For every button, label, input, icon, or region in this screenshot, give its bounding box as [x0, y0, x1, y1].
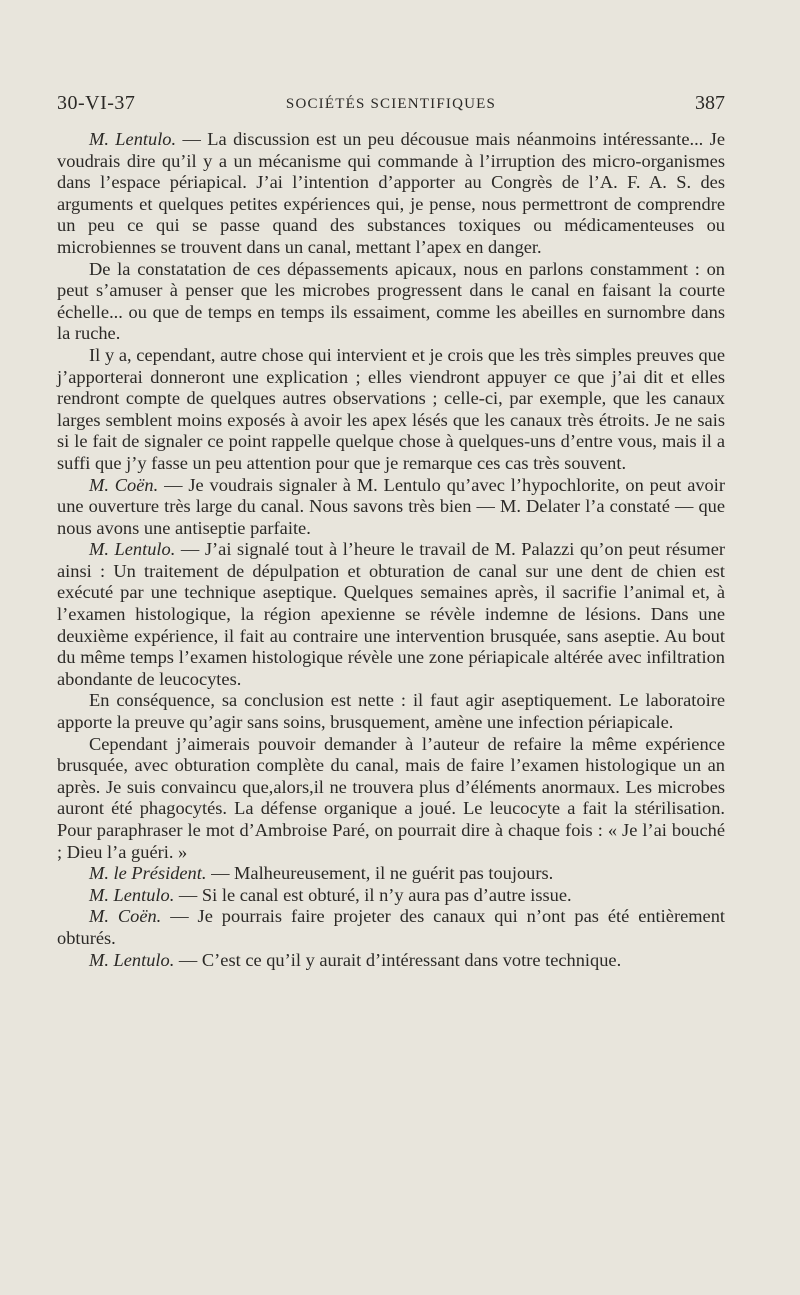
paragraph [57, 690, 725, 733]
speaker-name: M. Coën. [89, 906, 162, 927]
speaker-name: M. Lentulo. [89, 884, 175, 905]
header-date: 30-VI-37 [57, 92, 136, 114]
paragraph [57, 885, 725, 907]
paragraph-text: De la constatation de ces dépassements apicaux, nous en parlons constamment : on peut s’amuser à penser que les microbes progressent dans le canal en faisant la courte échelle... ou que de temps en temps ils essaiment, comme les abeilles en surnombre dans la ruche. [57, 258, 725, 344]
paragraph-text: Cependant j’aimerais pouvoir demander à l’auteur de refaire la même expérience brusquée, avec obturation complète du canal, mais de faire l’examen histologique un an après. Je suis convaincu que,alors,il ne trouvera plus d’éléments anormaux. Les microbes auront été phagocytés. La défense organique a joué. Le leucocyte a fait la stérilisation. Pour paraphraser le mot d’Ambroise Paré, on pourrait dire à chaque fois : « Je l’ai bouché ; Dieu l’a guéri. » [57, 733, 725, 862]
paragraph [57, 950, 725, 972]
paragraph-text: — C’est ce qu’il y aurait d’intéressant dans votre technique. [174, 949, 622, 970]
paragraph-text: — J’ai signalé tout à l’heure le travail de M. Palazzi qu’on peut résumer ainsi : Un traitement de dépulpation et obturation de canal sur une dent de chien est exécuté par une technique aseptique. Quelques semaines après, il sacrifie l’animal et, à l’examen histologique, la région apexienne se révèle indemne de lésions. Dans une deuxième expérience, il fait au contraire une intervention brusquée, sans aseptie. Au bout du même temps l’examen histologique révèle une zone périapicale altérée avec infiltration abondante de leucocytes. [57, 539, 725, 689]
paragraph [57, 863, 725, 885]
running-header [57, 92, 725, 122]
speaker-name: M. Lentulo. [89, 539, 176, 560]
paragraph-text: — Je voudrais signaler à M. Lentulo qu’avec l’hypochlorite, on peut avoir une ouverture très large du canal. Nous savons très bien — M. Delater l’a constaté — que nous avons une antiseptie parfaite. [57, 474, 725, 538]
speaker-name: M. le Président. [89, 863, 207, 884]
paragraph [57, 345, 725, 475]
page-number: 387 [695, 92, 725, 114]
paragraph [57, 539, 725, 690]
paragraph [57, 475, 725, 540]
speaker-name: M. Lentulo. [89, 949, 175, 970]
paragraph [57, 129, 725, 259]
paragraph-text: — Malheureusement, il ne guérit pas toujours. [206, 863, 554, 884]
paragraph [57, 259, 725, 345]
paragraph-text: En conséquence, sa conclusion est nette : il faut agir aseptiquement. Le laboratoire apporte la preuve qu’agir sans soins, brusquement, amène une infection périapicale. [57, 690, 725, 733]
speaker-name: M. Lentulo. [89, 129, 177, 149]
paragraph-text: Il y a, cependant, autre chose qui intervient et je crois que les très simples preuves que j’apporterai donneront une explication ; elles viendront appuyer ce que j’ai dit et elles rendront compte de quelques autres observations ; celle-ci, par exemple, que les canaux larges semblent moins exposés à avoir les apex lésés que les canaux très étroits. Je ne sais si le fait de signaler ce point rappelle quelque chose à quelques-uns d’entre vous, mais il a suffi que j’y fasse un peu attention pour que je remarque ces cas très souvent. [57, 344, 725, 473]
paragraph-text: — Je pourrais faire projeter des canaux qui n’ont pas été entièrement obturés. [57, 906, 726, 948]
header-title: SOCIÉTÉS SCIENTIFIQUES [285, 96, 497, 112]
paragraph [57, 906, 725, 949]
page-body [57, 129, 725, 971]
paragraph [57, 734, 725, 864]
paragraph-text: — La discussion est un peu décousue mais néanmoins intéressante... Je voudrais dire qu’il y a un mécanisme qui commande à l’irruption des micro-organismes dans l’espace périapical. J’ai l’intention d’apporter au Congrès de l’A. F. A. S. des arguments et quelques petites expériences qui, je pense, nous permettront de comprendre un peu ce qui se passe quand des substances toxiques ou médicamenteuses ou microbiennes se trouvent dans un canal, mettant l’apex en danger. [57, 129, 725, 257]
paragraph-text: — Si le canal est obturé, il n’y aura pas d’autre issue. [174, 884, 572, 905]
speaker-name: M. Coën. [89, 474, 159, 495]
